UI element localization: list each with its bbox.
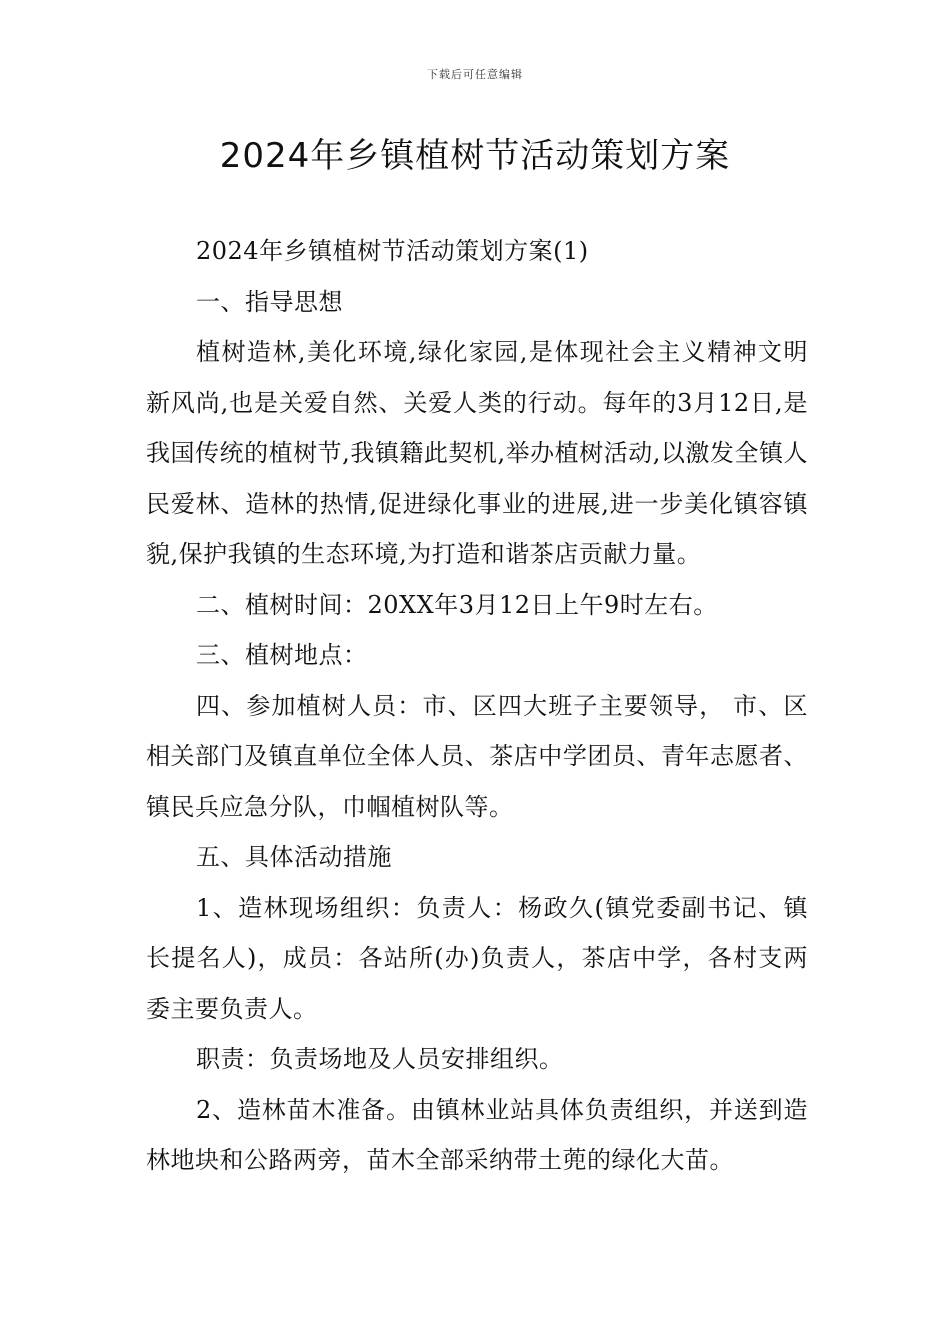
document-body bbox=[146, 226, 808, 1186]
paragraph-duties: 职责：负责场地及人员安排组织。 bbox=[196, 1045, 564, 1073]
paragraph-planting-time: 二、植树时间：20XX年3月12日上午9时左右。 bbox=[196, 590, 718, 619]
document-title: 2024年乡镇植树节活动策划方案 bbox=[219, 136, 731, 176]
paragraph-section-5-heading: 五、具体活动措施 bbox=[196, 843, 392, 871]
paragraph-seedling-preparation: 2、造林苗木准备。由镇林业站具体负责组织，并送到造林地块和公路两旁，苗木全部采纳带土蔸的绿化大苗。 bbox=[146, 1095, 808, 1174]
paragraph-guiding-thought: 植树造林,美化环境,绿化家园,是体现社会主义精神文明新风尚,也是关爱自然、关爱人类的行动。每年的3月12日,是我国传统的植树节,我镇籍此契机,举办植树活动,以激发全镇人民爱林、造林的热情,促进绿化事业的进展,进一步美化镇容镇貌,保护我镇的生态环境,为打造和谐茶店贡献力量。 bbox=[146, 338, 808, 568]
paragraph-subtitle: 2024年乡镇植树节活动策划方案(1) bbox=[196, 237, 589, 265]
paragraph-planting-location: 三、植树地点： bbox=[196, 641, 368, 669]
paragraph-participants: 四、参加植树人员：市、区四大班子主要领导， 市、区相关部门及镇直单位全体人员、茶店中学团员、青年志愿者、镇民兵应急分队，巾帼植树队等。 bbox=[146, 691, 808, 821]
header-note: 下载后可任意编辑 bbox=[427, 68, 523, 81]
paragraph-section-1-heading: 一、指导思想 bbox=[196, 287, 343, 316]
paragraph-site-organization: 1、造林现场组织：负责人：杨政久(镇党委副书记、镇长提名人)，成员：各站所(办)负责人，茶店中学，各村支两委主要负责人。 bbox=[146, 893, 808, 1023]
